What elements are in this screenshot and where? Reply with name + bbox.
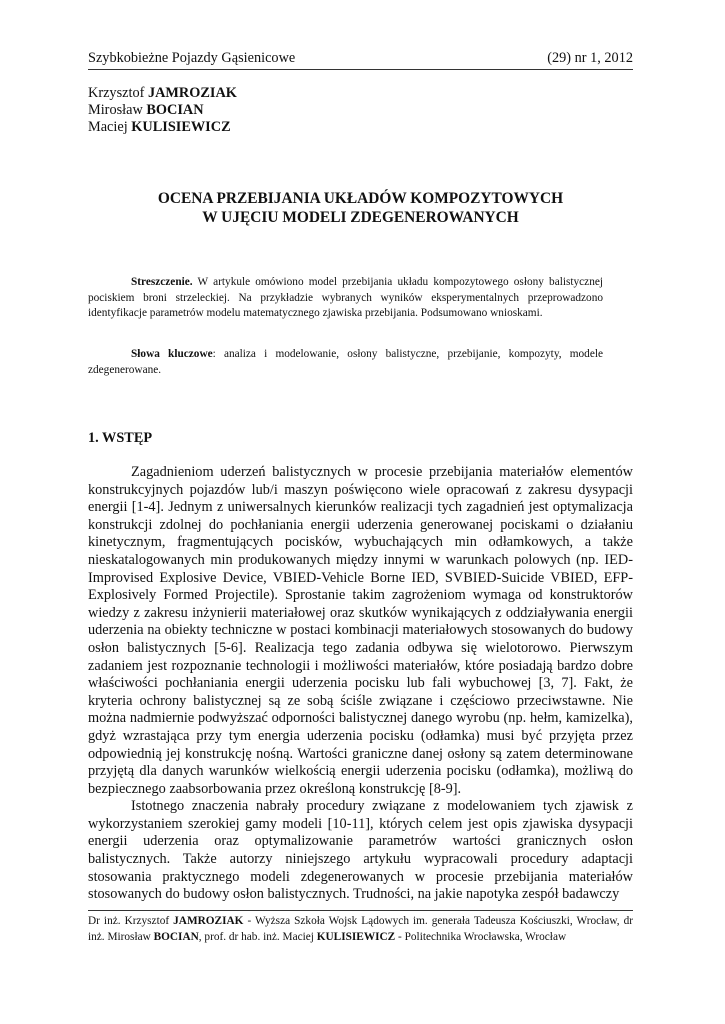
running-header	[88, 49, 633, 70]
issue-number: (29) nr 1, 2012	[547, 50, 633, 66]
keywords	[88, 347, 603, 378]
author: Mirosław BOCIAN	[88, 102, 204, 118]
author-affiliation-footnote: Dr inż. Krzysztof JAMROZIAK - Wyższa Szkoła Wojsk Lądowych im. generała Tadeusza Kościuszki, Wrocław, dr inż. Mirosław BOCIAN, prof. dr hab. inż. Maciej KULISIEWICZ - Politechnika Wrocławska, Wrocław	[88, 910, 633, 945]
section-heading: 1. WSTĘP	[88, 430, 153, 446]
title-line: W UJĘCIU MODELI ZDEGENEROWANYCH	[202, 209, 519, 226]
title-line: OCENA PRZEBIJANIA UKŁADÓW KOMPOZYTOWYCH	[157, 190, 564, 207]
paragraph: Zagadnieniom uderzeń balistycznych w procesie przebijania materiałów elementów konstrukcyjnych pojazdów lub/i maszyn poświęcono wiele opracowań z zakresu dysypacji energii [1-4]. Jednym z uniwersalnych kierunków realizacji tych zagadnień jest optymalizacja konstrukcji zdolnej do pochłaniania energii uderzenia generowanej pociskami o działaniu kinetycznym, fragmentujących pocisków, wybuchających min odłamkowych, a także nieskatalogowanych min produkowanych między innymi w warunkach polowych (np. IED-Improvised Explosive Device, VBIED-Vehicle Borne IED, SVBIED-Suicide VBIED, EFP-Explosively Formed Projectile). Sprostanie takim zagrożeniom wymaga od konstruktorów wiedzy z zakresu inżynierii materiałowej oraz skutków wynikających z oddziaływania energii uderzenia na obiekty techniczne w postaci kombinacji materiałowych stosowanych do budowy osłon balistycznych [5-6]. Realizacja tego zadania odbywa się wielotorowo. Pierwszym zadaniem jest rozpoznanie technologii i możliwości materiałów, które posiadają bardzo dobre właściwości pochłaniania energii uderzenia pocisku lub fali wybuchowej [3, 7]. Fakt, że kryteria ochrony balistycznej są ze sobą ściśle związane i częściowo przeciwstawne. Nie można nadmiernie podwyższać odporności balistycznej danego wyrobu (np. hełm, kamizelka), gdyż wzrastająca przy tym energia uderzenia pocisku (odłamka) musi być przyjęta przez odpowiednią jej konstrukcję nośną. Wartości graniczne danej osłony są zatem determinowane przyjętą dla danych warunków wielkością energii uderzenia pocisku (odłamka), możliwą do bezpiecznego zaabsorbowania przez określoną konstrukcję [8-9].	[88, 464, 633, 797]
paragraph: Istotnego znaczenia nabrały procedury związane z modelowaniem tych zjawisk z wykorzystaniem szerokiej gamy modeli [10-11], których celem jest opis zjawiska dysypacji energii uderzenia oraz optymalizowanie parametrów wartości granicznych osłon balistycznych. Także autorzy niniejszego artykułu wypracowali procedury adaptacji stosowania praktycznego modeli zdegenerowanych w procesie przebijania materiałów stosowanych do budowy osłon balistycznych. Trudności, na jakie napotyka zespół badawczy	[88, 798, 633, 903]
paper-title	[88, 189, 633, 227]
journal-name: Szybkobieżne Pojazdy Gąsienicowe	[88, 50, 296, 66]
body-text	[88, 464, 633, 904]
abstract	[88, 275, 603, 322]
abstract-label: Streszczenie.	[131, 276, 193, 288]
author-list	[88, 85, 237, 136]
author: Maciej KULISIEWICZ	[88, 119, 231, 135]
author: Krzysztof JAMROZIAK	[88, 85, 237, 101]
abstract-text: W artykule omówiono model przebijania układu kompozytowego osłony balistycznej pociskiem broni strzeleckiej. Na przykładzie wybranych wyników eksperymentalnych przeprowadzono identyfikacje parametrów modelu matematycznego zjawiska przebijania. Podsumowano wnioskami.	[88, 276, 603, 319]
keywords-label: Słowa kluczowe	[131, 348, 213, 360]
keywords-text: : analiza i modelowanie, osłony balistyczne, przebijanie, kompozyty, modele zdegenerowane.	[88, 348, 603, 376]
